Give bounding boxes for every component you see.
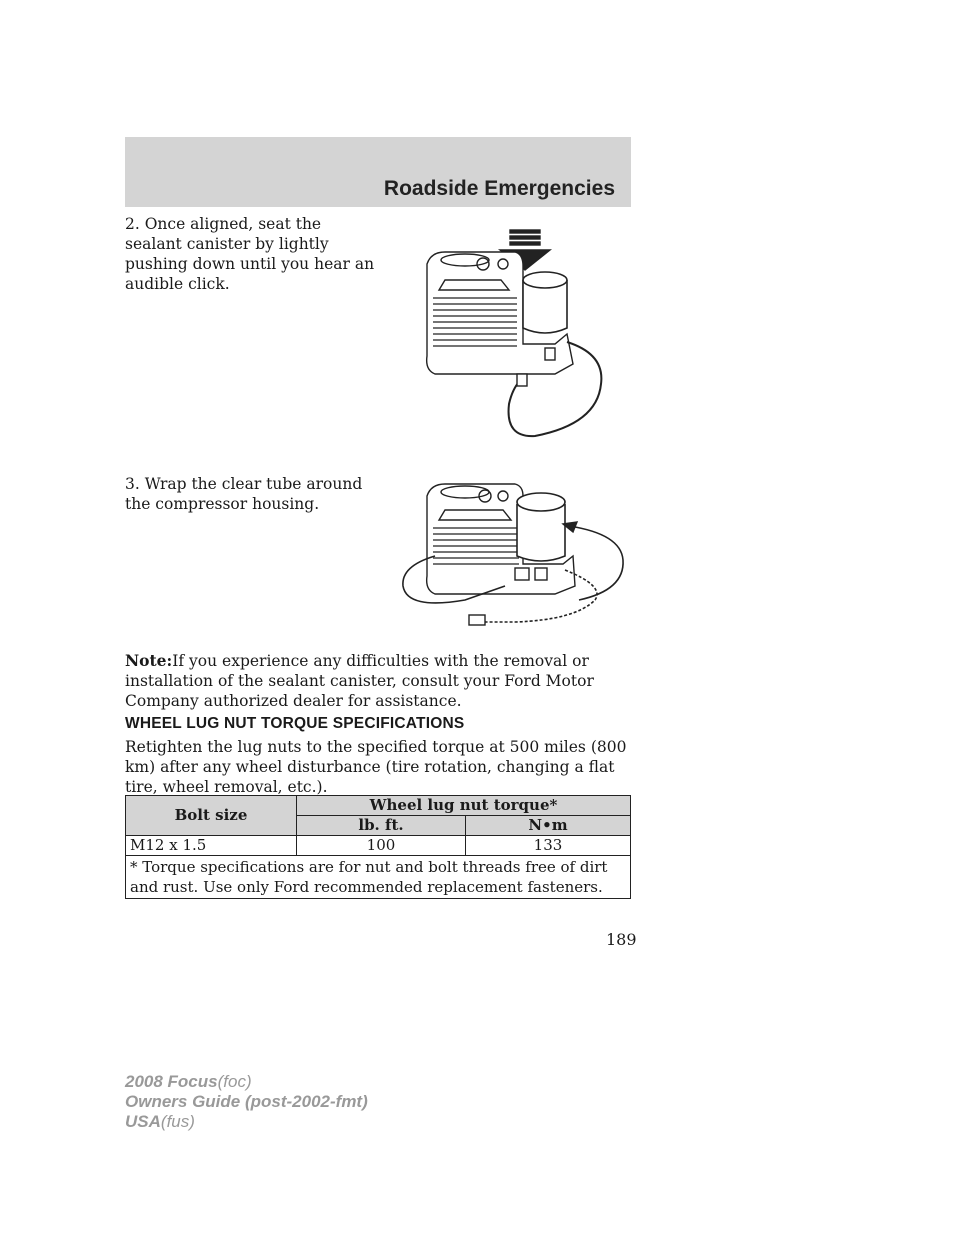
- section-header-band: [125, 137, 631, 207]
- footer-region-code: (fus): [160, 1112, 195, 1131]
- footer-guide: Owners Guide (post-2002-fmt): [125, 1092, 368, 1111]
- unit-nm-header: N•m: [466, 816, 631, 836]
- torque-paragraph: Retighten the lug nuts to the specified torque at 500 miles (800 km) after any wheel disturbance (tire rotation, changing a flat tire, wheel removal, etc.).: [125, 738, 627, 796]
- bolt-size-cell: M12 x 1.5: [126, 836, 297, 856]
- torque-spec-table: [125, 795, 631, 899]
- nm-cell: 133: [466, 836, 631, 856]
- footer-model: 2008 Focus: [125, 1072, 218, 1091]
- col-torque-header: Wheel lug nut torque*: [297, 796, 631, 816]
- table-header-row: [126, 796, 631, 816]
- col-bolt-size-header: Bolt size: [126, 796, 297, 836]
- note-paragraph: [125, 651, 635, 711]
- footer-region: USA: [125, 1112, 161, 1131]
- table-footnote: * Torque specifications are for nut and bolt threads free of dirt and rust. Use only Ford recommended replacement fasteners.: [126, 856, 631, 899]
- page-number: 189: [606, 930, 637, 949]
- unit-lbft-header: lb. ft.: [297, 816, 466, 836]
- step-3-text: 3. Wrap the clear tube around the compressor housing.: [125, 475, 363, 513]
- tire-compressor-wrap-tube-icon: [395, 476, 631, 630]
- table-footnote-row: [126, 856, 631, 899]
- document-footer: [125, 1072, 368, 1132]
- tire-compressor-push-canister-icon: [405, 224, 631, 442]
- table-row: [126, 836, 631, 856]
- torque-section-heading: WHEEL LUG NUT TORQUE SPECIFICATIONS: [125, 715, 465, 732]
- note-label: Note:: [125, 651, 173, 670]
- note-text: If you experience any difficulties with the removal or installation of the sealant canister, consult your Ford Motor Company authorized dealer for assistance.: [125, 652, 594, 710]
- section-title: Roadside Emergencies: [383, 177, 615, 200]
- footer-model-code: (foc): [217, 1072, 252, 1091]
- lbft-cell: 100: [297, 836, 466, 856]
- step-2-text: 2. Once aligned, seat the sealant canister by lightly pushing down until you hear an audible click.: [125, 215, 375, 293]
